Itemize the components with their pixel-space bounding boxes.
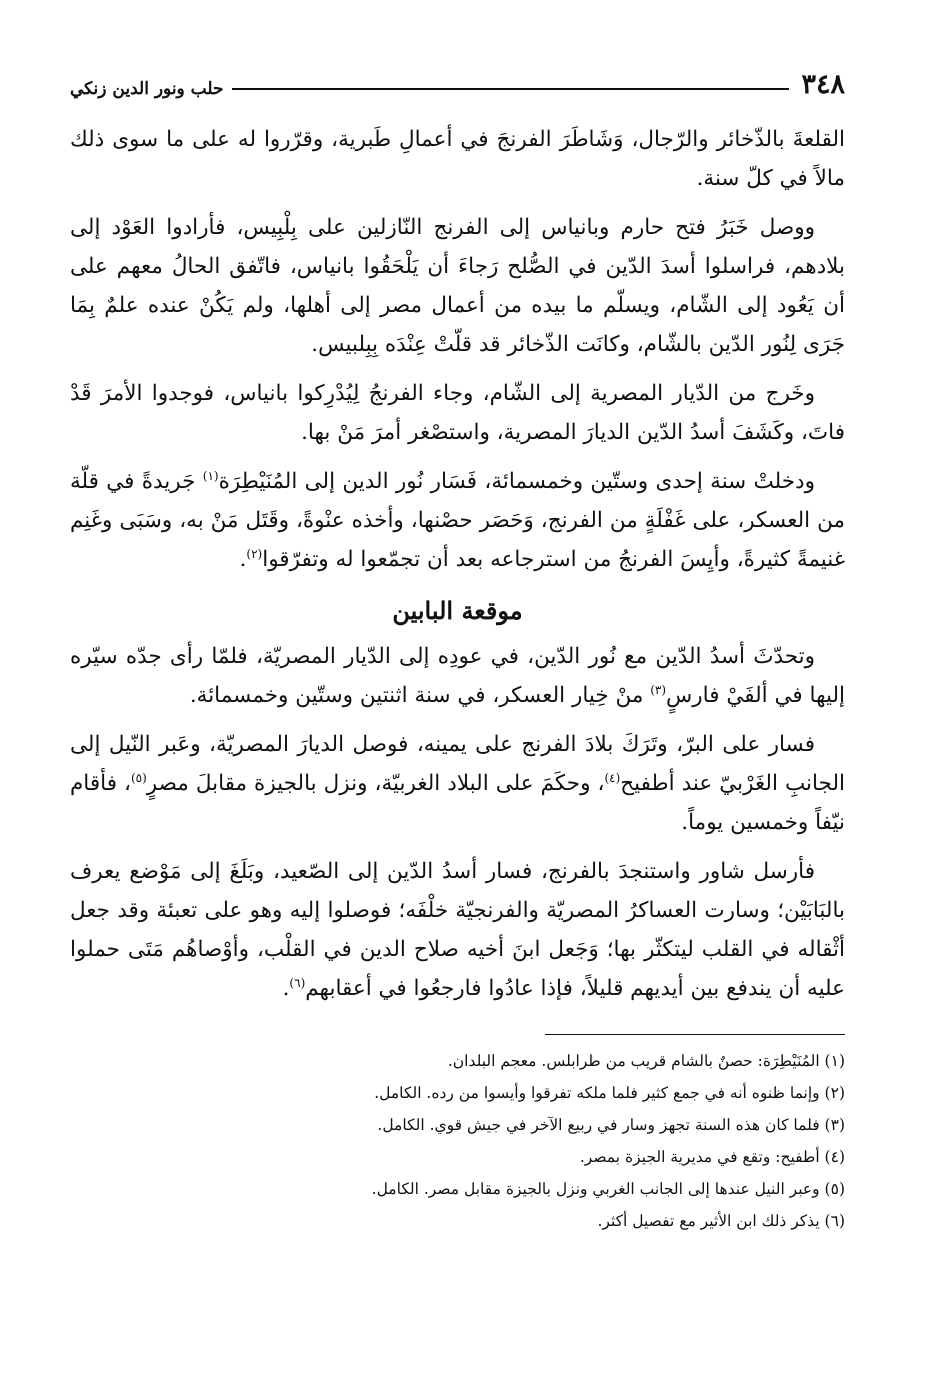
paragraph-3: وخَرج من الدّيار المصرية إلى الشّام، وجاء الفرنجُ لِيُدْرِكوا بانياس، فوجدوا الأمرَ قَدْ فاتَ، وكَشَفَ أسدُ الدّين الديارَ المصرية، واستصْغر أمرَ مَنْ بها. [70, 381, 845, 445]
footnote-marker-1: (١) [202, 468, 219, 483]
paragraph-7-end: . [282, 976, 290, 1001]
footnote-3: (٣) فلما كان هذه السنة تجهز وسار في ربيع الآخر في جيش قوي. الكامل. [377, 1116, 845, 1134]
book-title: حلب ونور الدين زنكي [70, 79, 224, 99]
header-rule [232, 88, 790, 90]
paragraph-5 [70, 637, 845, 715]
footnote-marker-4: (٤) [604, 770, 621, 785]
footnote-4: (٤) أطفيح: وتقع في مديرية الجيزة بمصر. [579, 1148, 845, 1166]
book-page [70, 58, 845, 1237]
paragraph-6-text-a: فسار على البرّ، وتَرَكَ بلادَ الفرنج على يمينه، فوصل الديارَ المصريّة، وعَبر النّيل إلى الجانبِ الغَرْبيّ عند أطفيح [70, 732, 845, 796]
main-text [70, 120, 845, 1008]
paragraph-6-text-c: ، فأقام نيّفاً وخمسين يوماً. [70, 771, 845, 835]
paragraph-6-text-b: ، وحكَمَ على البلاد الغربيّة، ونزل بالجيزة مقابلَ مصرٍ [146, 771, 605, 796]
paragraph-7-text: فأرسل شاور واستنجدَ بالفرنج، فسار أسدُ الدّين إلى الصّعيد، وبَلَغَ إلى مَوْضع يعرف بالبَابَيْن؛ وسارت العساكرُ المصريّة والفرنجيّة خلْفَه؛ فوصلوا إليه وهو على تعبئة وقد جعل أثْقاله في القلب ليتكثّر بها؛ وَجَعل ابنَ أخيه صلاح الدين في القلْب، وأوْصاهُم مَتَى حملوا عليه أن يندفع بين أيديهم قليلاً، فإذا عادُوا فارجعُوا في أعقابهم [70, 859, 845, 1001]
footnote-marker-3: (٣) [650, 682, 667, 697]
footnote-marker-2: (٢) [246, 546, 263, 561]
footnote-2: (٢) وإنما ظنوه أنه في جمع كثير فلما ملكه تفرقوا وأيسوا من رده. الكامل. [374, 1084, 845, 1102]
page-number: ٣٤٨ [801, 69, 845, 100]
paragraph-2: ووصل خَبَرُ فتح حارم وبانياس إلى الفرنج النّازلين على بِلْبِيس، فأرادوا العَوْد إلى بلادهم، فراسلوا أسدَ الدّين في الصُّلح رَجاءَ أن يَلْحَقُوا بانياس، فاتّفق الحالُ معهم على أن يَعُود إلى الشّام، ويسلّم ما بيده من أعمال مصر إلى أهلها، ولم يَكُنْ عنده علمٌ بِمَا جَرَى لِنُور الدّين بالشّام، وكانَت الذّخائر قد قلّتْ عِنْدَه بِبِلبيس. [70, 215, 845, 357]
footnote-marker-6: (٦) [289, 975, 306, 990]
paragraph-5-text-a: وتحدّثَ أسدُ الدّين مع نُور الدّين، في عودِه إلى الدّيار المصريّة، فلمّا رأى جدّه سيّره إليها في ألفَيْ فارسٍ [70, 644, 845, 708]
paragraph-4-text-a: ودخلتْ سنة إحدى وستّين وخمسمائة، فَسَار نُور الدين إلى المُنَيْطِرَة [218, 469, 815, 494]
running-header [70, 58, 845, 98]
paragraph-4 [70, 462, 845, 579]
footnote-5: (٥) وعبر النيل عندها إلى الجانب الغربي ونزل بالجيزة مقابل مصر. الكامل. [371, 1180, 845, 1198]
footnote-6: (٦) يذكر ذلك ابن الأثير مع تفصيل أكثر. [597, 1212, 845, 1230]
paragraph-1: القلعةَ بالذّخائر والرّجال، وَشَاطَرَ الفرنجَ في أعمالِ طَبرية، وقرّروا له على ما سوى ذلك مالاً في كلّ سنة. [70, 127, 845, 191]
footnotes-list [70, 1045, 845, 1237]
paragraph-5-text-b: منْ خِيار العسكر، في سنة اثنتين وستّين وخمسمائة. [189, 683, 651, 708]
paragraph-7 [70, 852, 845, 1008]
paragraph-4-end: . [239, 547, 247, 572]
footnote-1: (١) المُنَيْطِرَة: حصنٌ بالشام قريب من طرابلس. معجم البلدان. [447, 1052, 845, 1070]
paragraph-4-text-b: جَريدةً في قلّة من العسكر، على غَفْلَةٍ من الفرنج، وَحَصَر حصْنها، وأخذه عنْوةً، وقَتَل مَنْ به، وسَبَى وغَنِم غنيمةً كثيرةً، وأيِسَ الفرنجُ من استرجاعه بعد أن تجمّعوا له وتفرّقوا [70, 469, 845, 572]
section-heading: موقعة البابين [392, 596, 523, 625]
paragraph-6 [70, 725, 845, 842]
footnote-separator [545, 1034, 845, 1035]
footnote-marker-5: (٥) [130, 770, 147, 785]
